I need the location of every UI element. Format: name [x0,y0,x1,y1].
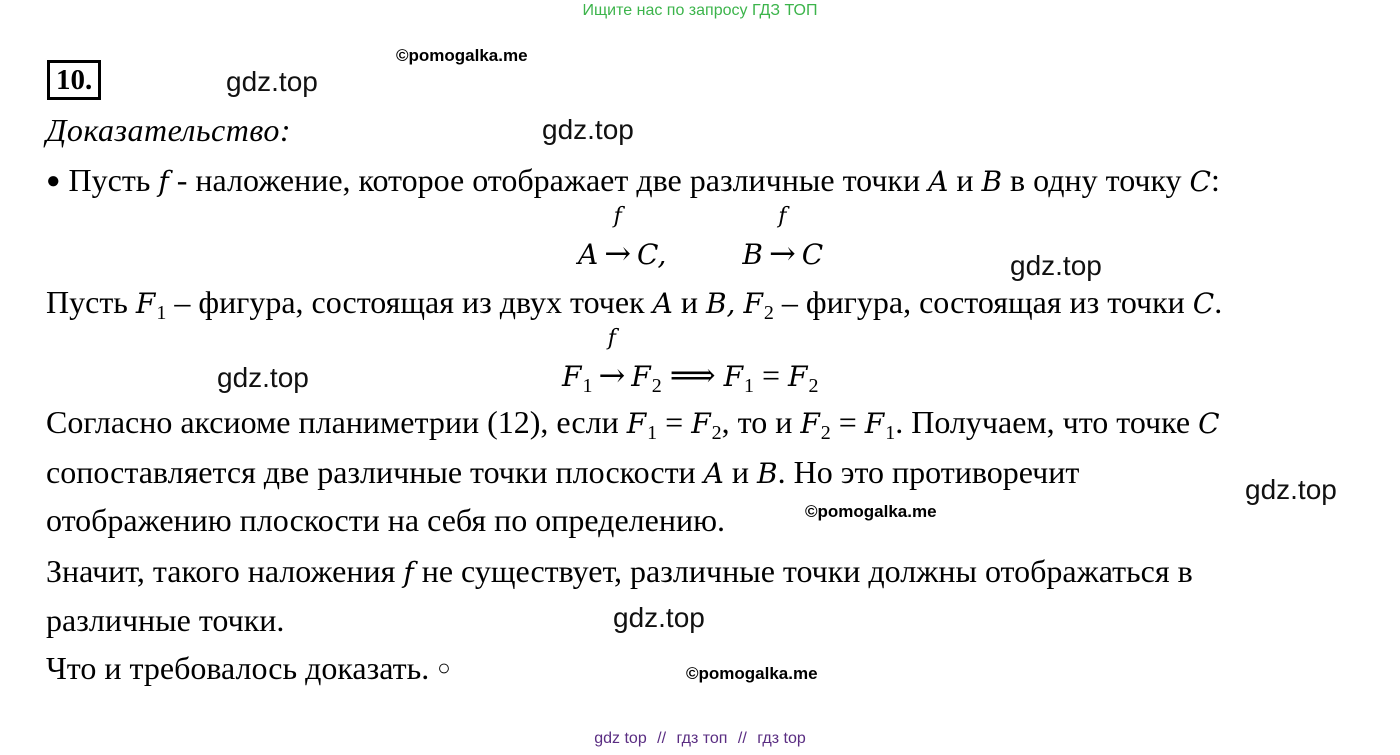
gdz-watermark: gdz.top [217,362,309,393]
mapping-formula: A f → C, B f → C [578,204,824,272]
figure-equality-formula: $F_1$ f → $F_2$ ⟹ $F_1 = F_2$ [562,326,819,397]
bullet-icon: ● [46,168,61,194]
footer-separator: // [657,730,667,747]
proof-heading: Доказательство: [46,112,291,148]
gdz-watermark: gdz.top [613,602,705,633]
top-banner[interactable]: Ищите нас по запросу ГДЗ ТОП [582,2,818,19]
footer-separator: // [737,730,747,747]
task-number-box: 10. [47,60,101,100]
footer-link-gdz-top-ru[interactable]: гдз топ [676,730,728,747]
text-line-5: Согласно аксиоме планиметрии (12), если $F_1 = F_2$, то и $F_2 = F_1$. Получаем, что точке C [46,404,1220,444]
text-line-10: Что и требовалось доказать. ○ [46,650,451,686]
text-line-8: Значит, такого наложения f не существует, различные точки должны отображаться в [46,553,1193,589]
text-line-6: сопоставляется две различные точки плоскости A и B. Но это противоречит [46,454,1080,490]
gdz-watermark: gdz.top [226,66,318,97]
footer-links [0,730,1400,748]
gdz-watermark: gdz.top [1245,474,1337,505]
pomogalka-watermark: ©pomogalka.me [686,664,818,683]
footer-link-gdz-top[interactable]: gdz top [594,730,647,747]
text-line-9: различные точки. [46,602,285,638]
pomogalka-watermark: ©pomogalka.me [805,502,937,521]
text-line-7: отображению плоскости на себя по определению. [46,502,725,538]
text-line-1: ● Пусть f - наложение, которое отображает две различные точки A и B в одну точку C: [46,162,1220,198]
text-line-3: Пусть $F_1$ – фигура, состоящая из двух точек A и B, $F_2$ – фигура, состоящая из точки C. [46,284,1223,324]
pomogalka-watermark: ©pomogalka.me [396,46,528,65]
gdz-watermark: gdz.top [542,114,634,145]
end-of-proof-icon: ○ [437,655,451,680]
gdz-watermark: gdz.top [1010,250,1102,281]
footer-link-gdz-top-mixed[interactable]: гдз top [757,730,806,747]
